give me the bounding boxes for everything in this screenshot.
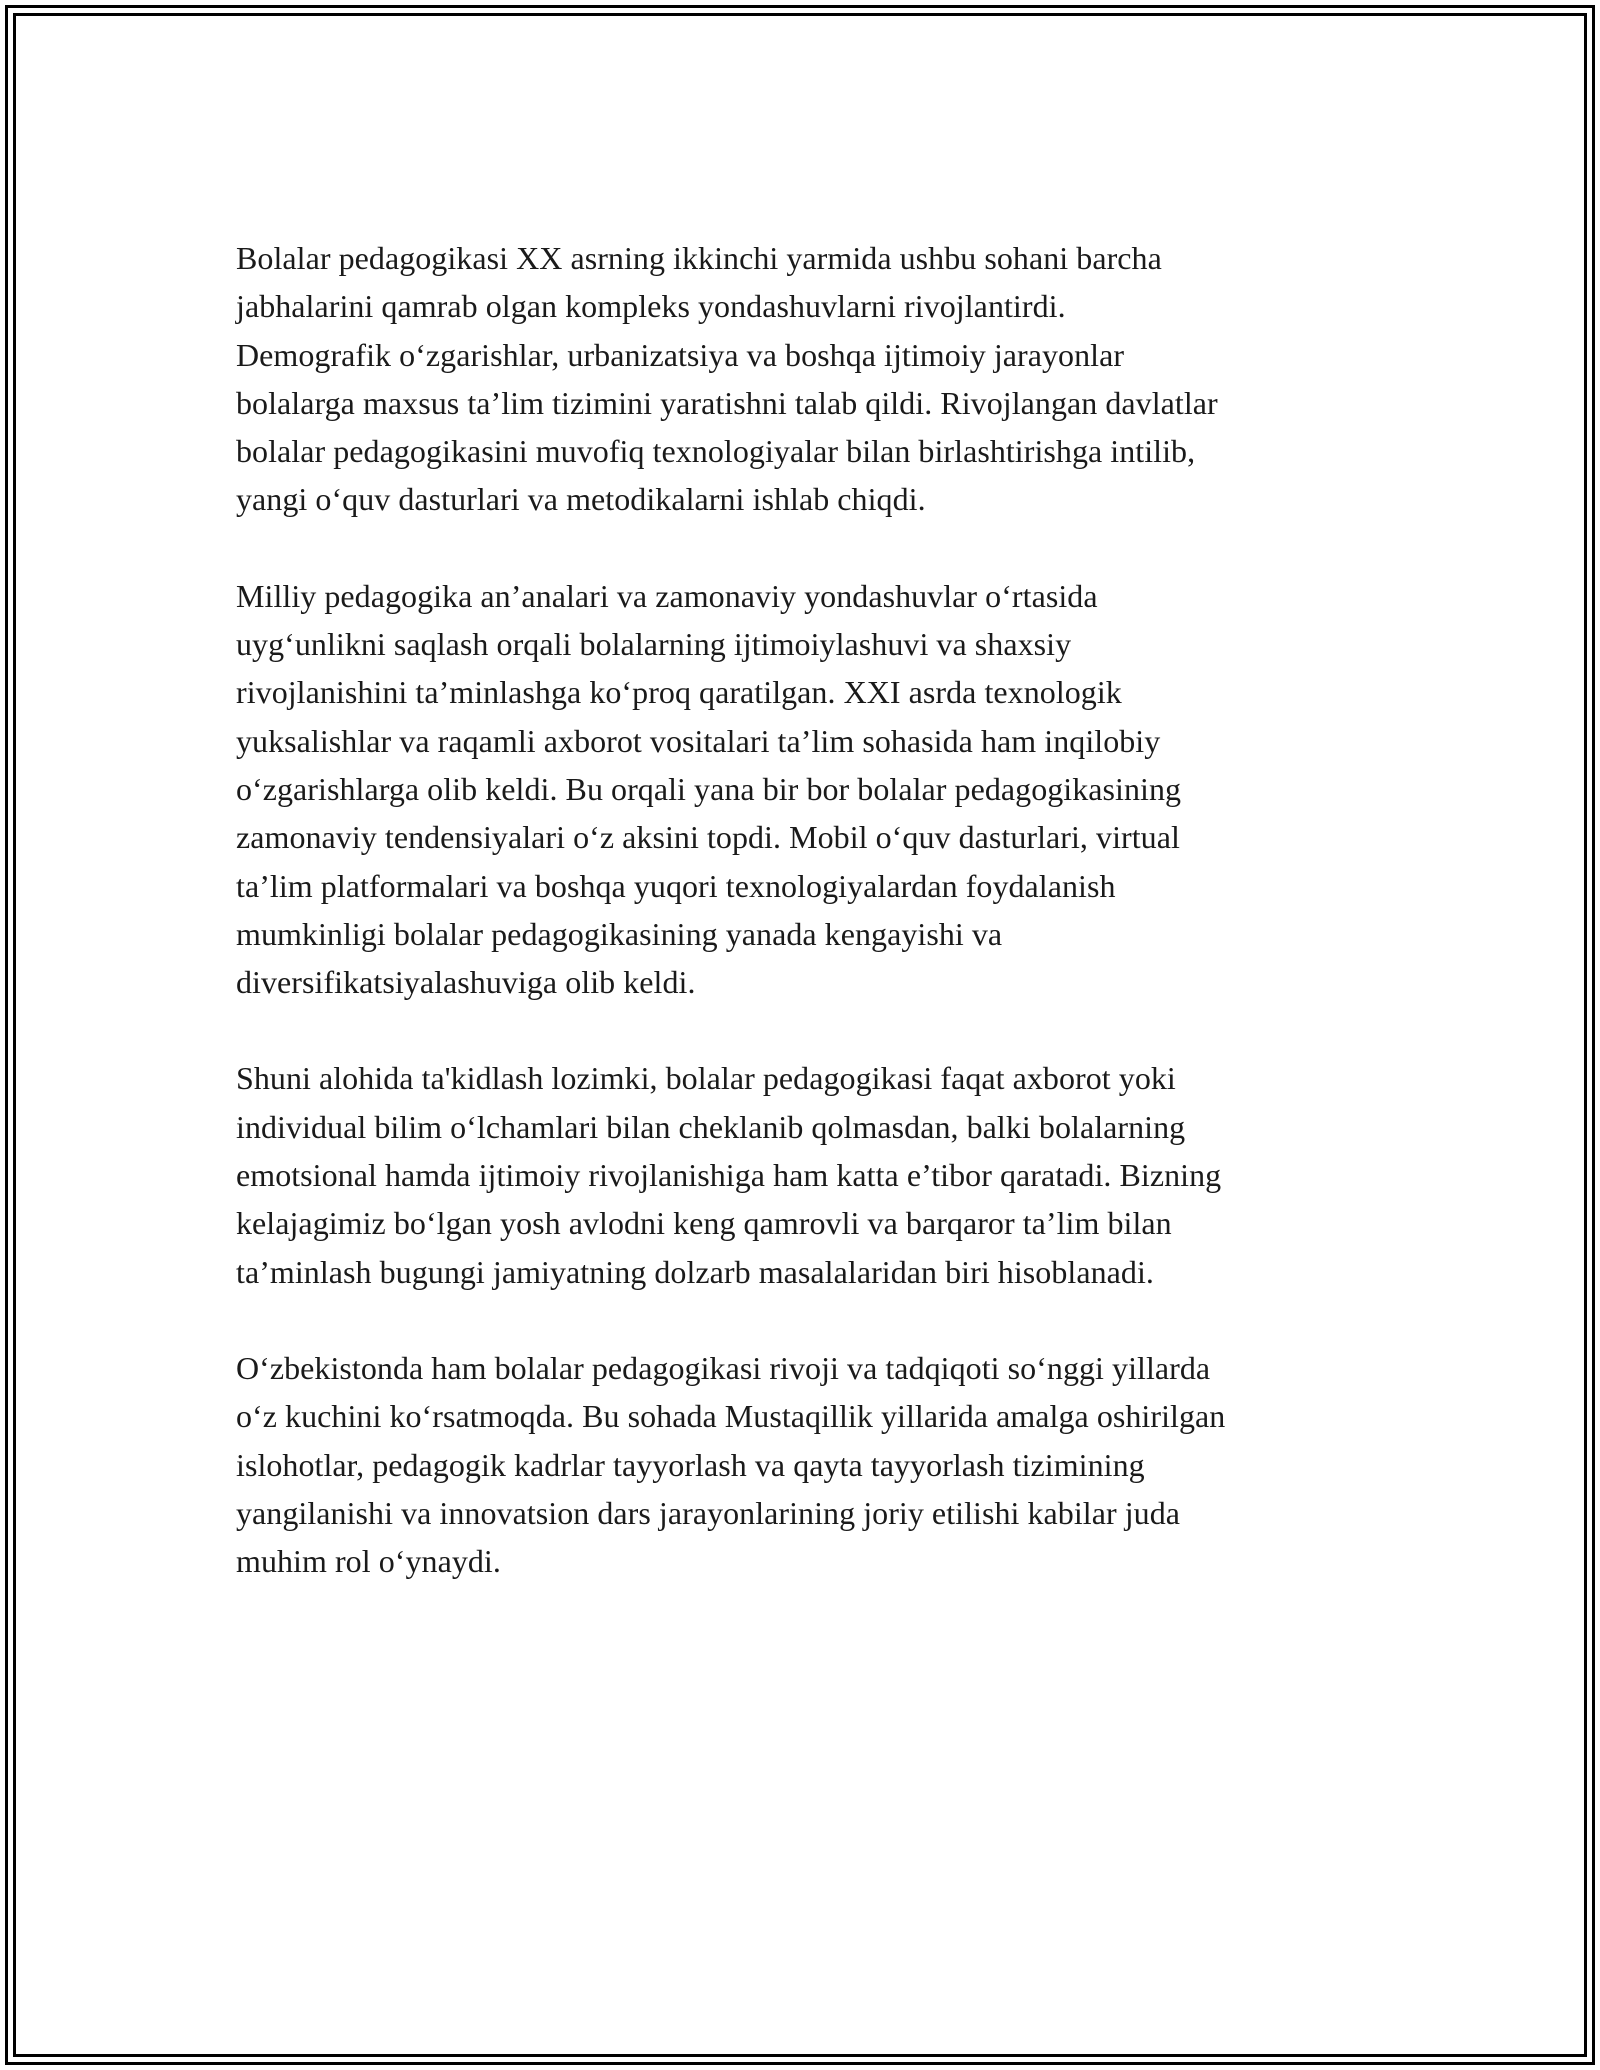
text-line: uyg‘unlikni saqlash orqali bolalarning ijtimoiylashuvi va shaxsiy (236, 626, 1072, 663)
paragraph-1 (236, 234, 1376, 524)
text-line: zamonaviy tendensiyalari o‘z aksini topdi. Mobil o‘quv dasturlari, virtual (236, 819, 1180, 856)
text-line: kelajagimiz bo‘lgan yosh avlodni keng qamrovli va barqaror ta’lim bilan (236, 1205, 1172, 1242)
text-line: o‘z kuchini ko‘rsatmoqda. Bu sohada Mustaqillik yillarida amalga oshirilgan (236, 1398, 1226, 1435)
text-line: rivojlanishini ta’minlashga ko‘proq qaratilgan. XXI asrda texnologik (236, 674, 1122, 711)
text-line: yangilanishi va innovatsion dars jarayonlarining joriy etilishi kabilar juda (236, 1494, 1181, 1531)
text-line: Shuni alohida ta'kidlash lozimki, bolalar pedagogikasi faqat axborot yoki (236, 1060, 1176, 1097)
text-line: bolalarga maxsus ta’lim tizimini yaratishni talab qildi. Rivojlangan davlatlar (236, 384, 1218, 421)
text-line: ta’minlash bugungi jamiyatning dolzarb masalalaridan biri hisoblanadi. (236, 1253, 1154, 1290)
text-line: Milliy pedagogika an’analari va zamonaviy yondashuvlar o‘rtasida (236, 577, 1098, 614)
text-line: bolalar pedagogikasini muvofiq texnologiyalar bilan birlashtirishga intilib, (236, 433, 1196, 470)
text-line: islohotlar, pedagogik kadrlar tayyorlash va qayta tayyorlash tizimining (236, 1446, 1145, 1483)
text-line: o‘zgarishlarga olib keldi. Bu orqali yana bir bor bolalar pedagogikasining (236, 770, 1182, 807)
paragraph-2 (236, 572, 1376, 1007)
text-line: yuksalishlar va raqamli axborot vositalari ta’lim sohasida ham inqilobiy (236, 722, 1161, 759)
paragraph-4 (236, 1344, 1376, 1585)
text-line: Demografik o‘zgarishlar, urbanizatsiya va boshqa ijtimoiy jarayonlar (236, 336, 1125, 373)
text-line: O‘zbekistonda ham bolalar pedagogikasi rivoji va tadqiqoti so‘nggi yillarda (236, 1349, 1211, 1386)
text-line: muhim rol o‘ynaydi. (236, 1543, 501, 1580)
paragraph-3 (236, 1054, 1376, 1295)
text-line: diversifikatsiyalashuviga olib keldi. (236, 964, 696, 1001)
text-line: mumkinligi bolalar pedagogikasining yanada kengayishi va (236, 915, 1003, 952)
text-line: Bolalar pedagogikasi XX asrning ikkinchi yarmida ushbu sohani barcha (236, 240, 1162, 276)
text-line: emotsional hamda ijtimoiy rivojlanishiga ham katta e’tibor qaratadi. Bizning (236, 1157, 1222, 1194)
text-line: jabhalarini qamrab olgan kompleks yondashuvlarni rivojlantirdi. (236, 288, 1066, 325)
text-line: individual bilim o‘lchamlari bilan cheklanib qolmasdan, balki bolalarning (236, 1108, 1186, 1145)
text-line: ta’lim platformalari va boshqa yuqori texnologiyalardan foydalanish (236, 867, 1116, 904)
document-body (236, 234, 1376, 1633)
text-line: yangi o‘quv dasturlari va metodikalarni ishlab chiqdi. (236, 481, 926, 518)
